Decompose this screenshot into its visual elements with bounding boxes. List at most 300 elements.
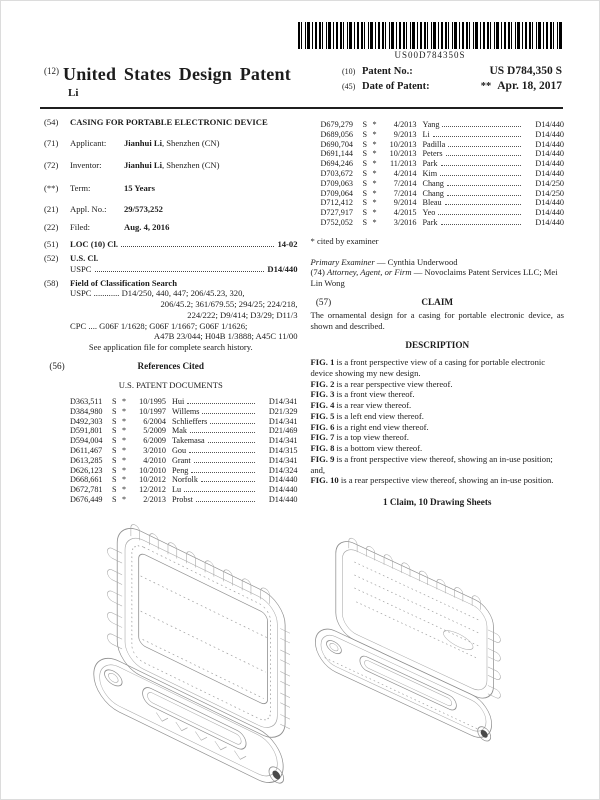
ref-classification: D14/440	[535, 129, 564, 139]
ref-kind-code: S	[112, 426, 117, 436]
ref-classification: D14/341	[268, 396, 298, 406]
ref-kind-code: S	[112, 406, 117, 416]
ref-kind-code: S	[362, 217, 368, 227]
ref-kind-code: S	[362, 208, 368, 218]
ref-examiner-star: *	[372, 188, 377, 198]
ref-inventor-name: Chang	[422, 188, 444, 198]
references-cited-label: References Cited	[137, 360, 204, 371]
description-heading: DESCRIPTION	[405, 339, 470, 350]
figure-text: is a rear perspective view thereof.	[336, 378, 453, 389]
ref-kind-code: S	[362, 149, 368, 159]
inventor-section	[44, 160, 298, 171]
dot-leader	[187, 403, 254, 404]
inventor-surname: Li	[68, 87, 79, 99]
patent-date-row	[342, 79, 562, 94]
term-asterisks: **	[480, 81, 492, 92]
patent-reference-row	[70, 456, 298, 466]
figure-description-line	[311, 411, 565, 422]
us-cl-label: U.S. Cl.	[70, 253, 99, 264]
ref-inventor-name: Gou	[172, 445, 187, 455]
figure-label: FIG. 5	[310, 410, 335, 421]
uspc-label: USPC	[70, 263, 92, 274]
ref-examiner-star: *	[372, 168, 377, 178]
ref-classification: D21/469	[268, 426, 298, 436]
ref-examiner-star: *	[122, 494, 127, 504]
ref-classification: D14/440	[535, 120, 564, 129]
ref-classification: D14/250	[535, 188, 564, 198]
field-number: (71)	[44, 137, 59, 148]
ref-classification: D14/440	[535, 217, 564, 227]
ref-date: 10/1997	[139, 406, 166, 416]
ref-classification: D14/341	[268, 416, 298, 426]
application-number-label: Appl. No.:	[70, 203, 107, 214]
figure-text: is a right end view thereof.	[336, 421, 429, 432]
ref-patent-number: D626,123	[70, 465, 103, 475]
figure-description-line	[311, 422, 565, 433]
ref-classification: D14/440	[268, 475, 298, 485]
ref-classification: D14/440	[535, 198, 564, 208]
fcs-uspc-line-3: 224/222; D9/414; D3/29; D11/3	[187, 309, 298, 320]
ref-patent-number: D694,246	[320, 159, 354, 169]
ref-kind-code: S	[362, 159, 368, 169]
field-number: (74)	[310, 267, 325, 278]
ref-kind-code: S	[112, 494, 117, 504]
ref-patent-number: D689,056	[320, 129, 354, 139]
applicant-name: Jianhui Li	[124, 137, 162, 148]
dot-leader	[433, 136, 521, 137]
ref-classification: D14/440	[268, 485, 298, 495]
figure-description-line	[311, 475, 565, 486]
patent-reference-row	[70, 466, 298, 476]
field-number: (56)	[49, 360, 65, 371]
patent-reference-row	[321, 179, 565, 189]
patent-reference-row	[321, 189, 565, 199]
ref-date: 11/2013	[389, 159, 417, 169]
left-column	[44, 117, 298, 508]
dot-leader	[440, 175, 521, 176]
ref-examiner-star: *	[122, 406, 127, 416]
figure-text: is a front perspective view thereof, showing an in-use position; and,	[310, 453, 553, 475]
ref-examiner-star: *	[372, 178, 377, 188]
patent-reference-row	[321, 218, 565, 228]
dot-leader	[438, 214, 521, 215]
patent-number-value: US D784,350 S	[489, 65, 562, 77]
dot-leader	[442, 126, 521, 127]
ref-patent-number: D591,801	[70, 426, 103, 436]
ref-inventor-name: Mak	[172, 426, 188, 436]
invention-title-section	[44, 117, 298, 128]
inventor-name: Jianhui Li	[124, 160, 162, 171]
ref-classification: D14/440	[535, 149, 564, 159]
ref-patent-number: D672,781	[70, 485, 103, 495]
ref-examiner-star: *	[122, 475, 127, 485]
ref-inventor-name: Lu	[172, 485, 182, 495]
ref-classification: D14/341	[268, 455, 298, 465]
figure-1-drawing	[85, 496, 290, 794]
field-number: (22)	[44, 221, 59, 232]
figure-description-line	[311, 357, 565, 378]
dot-leader	[189, 452, 254, 453]
dot-leader	[208, 442, 255, 443]
filed-section	[44, 222, 298, 233]
fcs-cpc-line-2: A47B 23/044; H04B 1/3888; A45C 11/00	[153, 331, 298, 342]
ref-inventor-name: Li	[422, 129, 430, 139]
ref-kind-code: S	[112, 455, 117, 465]
figure-label: FIG. 9	[310, 453, 335, 464]
dot-leader	[190, 432, 254, 433]
ref-examiner-star: *	[122, 485, 127, 495]
figure-text: is a top view thereof.	[336, 432, 409, 443]
ref-patent-number: D492,303	[70, 416, 103, 426]
ref-examiner-star: *	[122, 445, 127, 455]
ref-date: 10/2013	[389, 139, 417, 149]
applicant-section	[44, 138, 298, 149]
ref-inventor-name: Park	[422, 159, 438, 169]
figure-text: is a rear view thereof.	[336, 400, 412, 411]
ref-date: 3/2016	[393, 217, 417, 227]
dot-leader	[441, 224, 521, 225]
ref-inventor-name: Willems	[172, 406, 200, 416]
figure-description-line	[311, 379, 565, 390]
ref-inventor-name: Schlieffers	[172, 416, 208, 426]
ref-date: 10/2012	[139, 475, 166, 485]
patent-reference-row	[321, 169, 565, 179]
figure-label: FIG. 3	[310, 389, 335, 400]
ref-inventor-name: Yeo	[422, 208, 436, 218]
ref-date: 4/2013	[393, 120, 417, 129]
patent-reference-row	[70, 407, 298, 417]
ref-kind-code: S	[112, 436, 117, 446]
ref-patent-number: D709,064	[320, 188, 354, 198]
field-number: (54)	[44, 117, 59, 127]
dot-leader	[447, 195, 521, 196]
application-number-section	[44, 204, 298, 215]
ref-classification: D14/440	[268, 494, 298, 504]
description-heading-row	[311, 340, 565, 352]
patent-date-label: Date of Patent:	[362, 81, 430, 92]
ref-classification: D14/440	[535, 168, 564, 178]
fcs-uspc-line-2: 206/45.2; 361/679.55; 294/25; 224/218,	[160, 299, 298, 310]
application-number-value: 29/573,252	[124, 203, 163, 214]
ref-patent-number: D613,285	[70, 455, 103, 465]
patent-reference-row	[321, 140, 565, 150]
ref-patent-number: D384,980	[70, 406, 103, 416]
ref-date: 6/2004	[143, 416, 166, 426]
primary-examiner-name: — Cynthia Underwood	[376, 256, 458, 267]
dot-leader	[210, 423, 254, 424]
ref-date: 10/2013	[389, 149, 417, 159]
claim-heading-row	[311, 297, 565, 309]
dot-leader	[447, 185, 521, 186]
figure-text: is a left end view thereof.	[336, 410, 424, 421]
ref-date: 9/2014	[393, 198, 417, 208]
figure-description-line	[311, 443, 565, 454]
dot-leader	[441, 165, 521, 166]
patent-reference-row	[321, 149, 565, 159]
patent-reference-row	[70, 475, 298, 485]
ref-date: 3/2010	[143, 445, 166, 455]
fcs-label: Field of Classification Search	[70, 277, 178, 288]
dot-leader	[446, 155, 521, 156]
ref-examiner-star: *	[122, 455, 127, 465]
patent-reference-row	[70, 417, 298, 427]
document-title: United States Design Patent	[63, 64, 291, 84]
fcs-note: See application file for complete search history.	[88, 342, 253, 353]
claim-text: The ornamental design for a casing for portable electronic device, as shown and described.	[310, 310, 564, 331]
dot-leader	[95, 271, 265, 272]
ref-inventor-name: Padilla	[422, 139, 446, 149]
us-patent-documents-table-right	[321, 120, 565, 228]
term-section	[44, 183, 298, 194]
invention-title: CASING FOR PORTABLE ELECTRONIC DEVICE	[70, 117, 268, 127]
ref-examiner-star: *	[372, 208, 377, 218]
attorney-name: — Novoclaims Patent Services LLC; Mei Lin Wong	[310, 267, 558, 288]
patent-date-value: Apr. 18, 2017	[497, 80, 562, 92]
ref-kind-code: S	[112, 475, 117, 485]
ref-classification: D21/329	[268, 406, 298, 416]
ref-patent-number: D690,704	[320, 139, 354, 149]
patent-reference-row	[70, 397, 298, 407]
ref-kind-code: S	[112, 465, 117, 475]
ref-patent-number: D712,412	[320, 198, 354, 208]
figure-text: is a front view thereof.	[336, 389, 415, 400]
ref-patent-number: D676,449	[70, 494, 103, 504]
dot-leader	[191, 472, 254, 473]
fcs-cpc-line-1: CPC .... G06F 1/1628; G06F 1/1667; G06F 1/1626;	[70, 320, 248, 331]
patent-reference-row	[321, 198, 565, 208]
ref-patent-number: D703,672	[320, 168, 354, 178]
ref-classification: D14/440	[535, 139, 564, 149]
ref-examiner-star: *	[372, 120, 377, 129]
ref-inventor-name: Chang	[422, 178, 444, 188]
applicant-location: , Shenzhen (CN)	[161, 137, 220, 148]
ref-examiner-star: *	[122, 416, 127, 426]
field-number: (72)	[44, 160, 59, 171]
claims-sheets-summary: 1 Claim, 10 Drawing Sheets	[383, 496, 492, 507]
filed-label: Filed:	[70, 221, 91, 232]
barcode-block	[298, 22, 562, 60]
header-right	[342, 64, 562, 99]
patent-reference-row	[321, 130, 565, 140]
us-classification-section	[44, 253, 298, 274]
figure-descriptions	[311, 357, 565, 486]
ref-inventor-name: Hui	[172, 396, 185, 406]
ref-examiner-star: *	[122, 426, 127, 436]
patent-reference-row	[321, 120, 565, 130]
ref-date: 4/2010	[143, 455, 166, 465]
fcs-uspc-line-1: USPC ............ D14/250, 440, 447; 206/45.23, 320,	[70, 288, 245, 299]
field-of-classification-search-section	[44, 278, 298, 353]
us-patent-documents-heading: U.S. PATENT DOCUMENTS	[118, 380, 223, 391]
ref-date: 5/2009	[143, 426, 166, 436]
ref-inventor-name: Norfolk	[172, 475, 198, 485]
ref-kind-code: S	[362, 139, 368, 149]
ref-examiner-star: *	[122, 465, 127, 475]
ref-date: 12/2012	[139, 485, 166, 495]
primary-examiner-line	[311, 257, 565, 268]
ref-examiner-star: *	[372, 149, 377, 159]
document-header	[44, 64, 562, 99]
ref-inventor-name: Bleau	[422, 198, 442, 208]
primary-examiner-label: Primary Examiner	[310, 256, 375, 267]
ref-examiner-star: *	[122, 396, 127, 406]
patent-number-row	[342, 64, 562, 79]
patent-reference-row	[70, 426, 298, 436]
ref-patent-number: D691,144	[320, 149, 354, 159]
ref-classification: D14/440	[535, 208, 564, 218]
figure-description-line	[311, 400, 565, 411]
filed-value: Aug. 4, 2016	[124, 221, 170, 232]
ref-patent-number: D363,511	[70, 396, 103, 406]
figure-label: FIG. 6	[310, 421, 335, 432]
figure-label: FIG. 8	[310, 443, 335, 454]
figure-description-line	[311, 432, 565, 443]
kind-code: (12)	[44, 66, 59, 76]
us-patent-documents-table-left	[70, 397, 298, 505]
figure-text: is a bottom view thereof.	[336, 443, 423, 454]
uspc-line	[70, 264, 298, 275]
ref-inventor-name: Probst	[172, 494, 193, 504]
ref-classification: D14/324	[268, 465, 298, 475]
dot-leader	[445, 204, 521, 205]
patent-reference-row	[321, 208, 565, 218]
field-number: (**)	[44, 183, 59, 194]
ref-patent-number: D668,661	[70, 475, 103, 485]
ref-examiner-star: *	[372, 198, 377, 208]
dot-leader	[448, 146, 521, 147]
ref-date: 9/2013	[393, 129, 417, 139]
ref-classification: D14/440	[535, 159, 564, 169]
ref-kind-code: S	[112, 396, 117, 406]
term-label: Term:	[70, 183, 91, 194]
uspc-value: D14/440	[267, 263, 298, 274]
figure-label: FIG. 4	[310, 400, 335, 411]
ref-kind-code: S	[112, 445, 117, 455]
field-number: (45)	[342, 82, 356, 91]
us-cl-heading	[44, 253, 298, 264]
ref-classification: D14/315	[268, 445, 298, 455]
ref-examiner-star: *	[372, 129, 377, 139]
patent-reference-row	[70, 485, 298, 495]
ref-kind-code: S	[362, 168, 368, 178]
figure-label: FIG. 7	[310, 432, 335, 443]
cited-by-examiner-note: * cited by examiner	[310, 235, 379, 246]
loc-value: 14-02	[277, 239, 298, 250]
inventor-label: Inventor:	[70, 160, 102, 171]
references-cited-heading	[44, 361, 298, 373]
figure-2-drawing	[304, 518, 516, 748]
patent-number-label: Patent No.:	[362, 66, 413, 77]
barcode-text: US00D784350S	[394, 50, 466, 60]
attorney-line	[311, 267, 565, 288]
field-number: (52)	[44, 253, 59, 264]
ref-inventor-name: Park	[422, 217, 438, 227]
ref-inventor-name: Kim	[422, 168, 438, 178]
attorney-label: Attorney, Agent, or Firm	[326, 267, 412, 278]
ref-date: 10/2010	[139, 465, 166, 475]
ref-inventor-name: Peng	[172, 465, 189, 475]
loc-classification-section	[44, 239, 298, 250]
ref-examiner-star: *	[372, 159, 377, 169]
claim-heading: CLAIM	[421, 296, 454, 307]
ref-date: 4/2015	[393, 208, 417, 218]
dot-leader	[201, 481, 255, 482]
patent-reference-row	[70, 436, 298, 446]
ref-kind-code: S	[112, 485, 117, 495]
ref-kind-code: S	[362, 129, 368, 139]
inventor-location: , Shenzhen (CN)	[161, 160, 220, 171]
two-column-body	[44, 117, 564, 508]
ref-date: 10/1995	[139, 396, 166, 406]
loc-label: LOC (10) Cl.	[70, 239, 118, 250]
ref-date: 4/2014	[393, 168, 417, 178]
inventor-value	[124, 160, 220, 171]
ref-patent-number: D594,004	[70, 436, 103, 446]
figure-label: FIG. 1	[310, 357, 335, 368]
ref-kind-code: S	[362, 188, 368, 198]
ref-examiner-star: *	[372, 217, 377, 227]
ref-patent-number: D752,052	[320, 217, 354, 227]
ref-inventor-name: Yang	[422, 120, 440, 129]
dot-leader	[202, 413, 254, 414]
field-number: (51)	[44, 239, 59, 250]
header-divider	[40, 107, 563, 109]
ref-patent-number: D679,279	[320, 120, 354, 129]
dot-leader	[194, 462, 255, 463]
field-number: (10)	[342, 67, 356, 76]
figure-description-line	[311, 389, 565, 400]
applicant-label: Applicant:	[70, 137, 107, 148]
ref-classification: D14/341	[268, 436, 298, 446]
ref-patent-number: D611,467	[70, 445, 103, 455]
ref-patent-number: D709,063	[320, 178, 354, 188]
ref-kind-code: S	[362, 120, 368, 129]
term-value: 15 Years	[124, 183, 155, 194]
field-number: (57)	[315, 296, 332, 307]
ref-kind-code: S	[362, 198, 368, 208]
figure-label: FIG. 2	[310, 378, 335, 389]
field-number: (58)	[44, 277, 59, 288]
ref-kind-code: S	[362, 178, 368, 188]
ref-examiner-star: *	[372, 139, 377, 149]
ref-inventor-name: Grant	[172, 455, 191, 465]
header-left	[44, 64, 291, 99]
figure-text: is a rear perspective view thereof, showing an in-use position.	[340, 475, 554, 486]
field-number: (21)	[44, 203, 59, 214]
ref-date: 7/2014	[393, 188, 417, 198]
ref-date: 7/2014	[393, 178, 417, 188]
ref-examiner-star: *	[122, 436, 127, 446]
drawing-figures	[0, 496, 600, 794]
ref-date: 2/2013	[143, 494, 166, 504]
ref-inventor-name: Takemasa	[172, 436, 205, 446]
ref-patent-number: D727,917	[320, 208, 354, 218]
dot-leader	[184, 491, 254, 492]
barcode-image	[298, 22, 562, 49]
patent-reference-row	[321, 159, 565, 169]
dot-leader	[121, 246, 274, 247]
ref-inventor-name: Peters	[422, 149, 443, 159]
figure-text: is a front perspective view of a casing for portable electronic device showing my new design.	[310, 357, 546, 378]
ref-date: 6/2009	[143, 436, 166, 446]
right-column	[311, 117, 565, 508]
fcs-heading	[44, 278, 298, 289]
figure-label: FIG. 10	[310, 475, 339, 486]
figure-description-line	[311, 454, 565, 475]
ref-kind-code: S	[112, 416, 117, 426]
patent-reference-row	[70, 446, 298, 456]
applicant-value	[124, 138, 220, 149]
